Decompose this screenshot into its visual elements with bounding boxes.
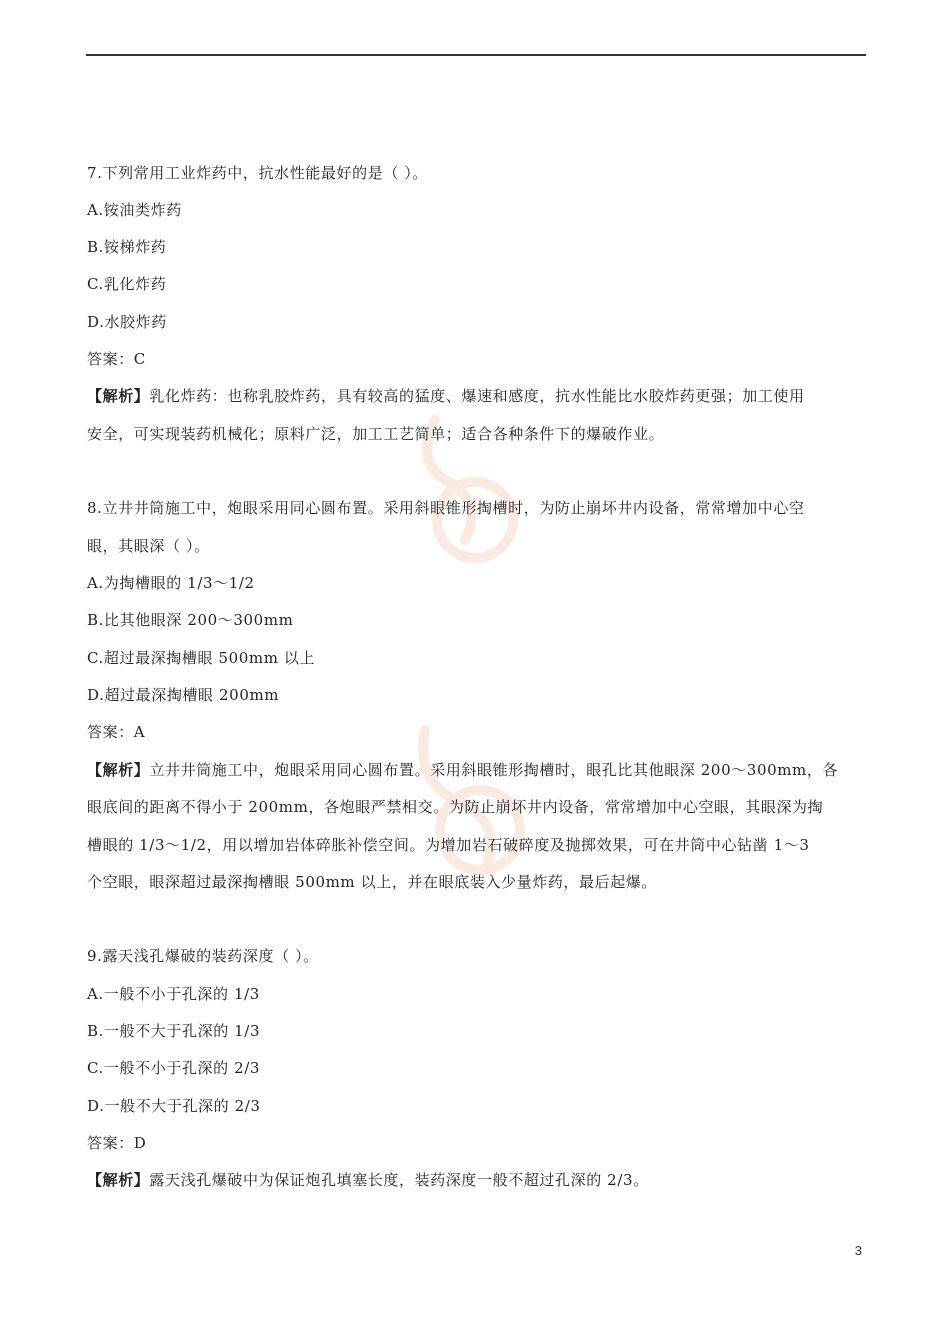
question-8-analysis-line-3: 槽眼的 1/3～1/2，用以增加岩体碎胀补偿空间。为增加岩石破碎度及抛掷效果，可在井筒中心钻凿 1～3 (87, 836, 810, 854)
question-7-option-a: A.铵油类炸药 (87, 201, 182, 219)
question-8-stem-line-1: 8.立井井筒施工中，炮眼采用同心圆布置。采用斜眼锥形掏槽时，为防止崩坏井内设备，常常增加中心空 (87, 499, 805, 517)
question-8-option-a: A.为掏槽眼的 1/3～1/2 (87, 574, 255, 592)
question-8-option-d: D.超过最深掏槽眼 200mm (87, 686, 280, 704)
analysis-text: 露天浅孔爆破中为保证炮孔填塞长度，装药深度一般不超过孔深的 2/3。 (149, 1171, 649, 1189)
question-8-analysis-line-1 (87, 760, 838, 780)
question-9-answer: 答案：D (87, 1134, 147, 1152)
analysis-tag: 【解析】 (87, 1171, 150, 1189)
analysis-text: 乳化炸药：也称乳胶炸药，具有较高的猛度、爆速和感度，抗水性能比水胶炸药更强；加工使用 (149, 387, 805, 405)
question-7-analysis-line-2: 安全，可实现装药机械化；原料广泛，加工工艺简单；适合各种条件下的爆破作业。 (87, 425, 665, 443)
question-8-stem-line-2: 眼，其眼深（ ）。 (87, 537, 210, 555)
question-8-option-c: C.超过最深掏槽眼 500mm 以上 (87, 649, 316, 667)
question-9-option-a: A.一般不小于孔深的 1/3 (87, 985, 260, 1003)
analysis-tag: 【解析】 (87, 761, 150, 779)
question-7-option-b: B.铵梯炸药 (87, 238, 167, 256)
question-8-option-b: B.比其他眼深 200～300mm (87, 611, 294, 629)
analysis-tag: 【解析】 (87, 387, 150, 405)
page-number: 3 (854, 1243, 862, 1258)
analysis-text: 立井井筒施工中，炮眼采用同心圆布置。采用斜眼锥形掏槽时，眼孔比其他眼深 200～300mm，各 (149, 761, 839, 779)
question-7-option-d: D.水胶炸药 (87, 313, 167, 331)
question-9-analysis-line-1 (87, 1170, 649, 1190)
question-8-analysis-line-2: 眼底间的距离不得小于 200mm，各炮眼严禁相交。为防止崩坏井内设备，常常增加中心空眼，其眼深为掏 (87, 798, 824, 816)
question-9-stem: 9.露天浅孔爆破的装药深度（ ）。 (87, 947, 319, 965)
question-7-option-c: C.乳化炸药 (87, 275, 167, 293)
question-9-option-b: B.一般不大于孔深的 1/3 (87, 1022, 261, 1040)
header-rule (86, 54, 866, 56)
question-7-analysis-line-1 (87, 386, 805, 406)
question-7-stem: 7.下列常用工业炸药中，抗水性能最好的是（ ）。 (87, 164, 428, 182)
question-9-option-c: C.一般不小于孔深的 2/3 (87, 1059, 261, 1077)
question-8-analysis-line-4: 个空眼，眼深超过最深掏槽眼 500mm 以上，并在眼底装入少量炸药，最后起爆。 (87, 873, 658, 891)
watermark-logo-icon (395, 400, 545, 940)
question-7-answer: 答案：C (87, 350, 146, 368)
question-9-option-d: D.一般不大于孔深的 2/3 (87, 1097, 261, 1115)
question-8-answer: 答案：A (87, 723, 146, 741)
